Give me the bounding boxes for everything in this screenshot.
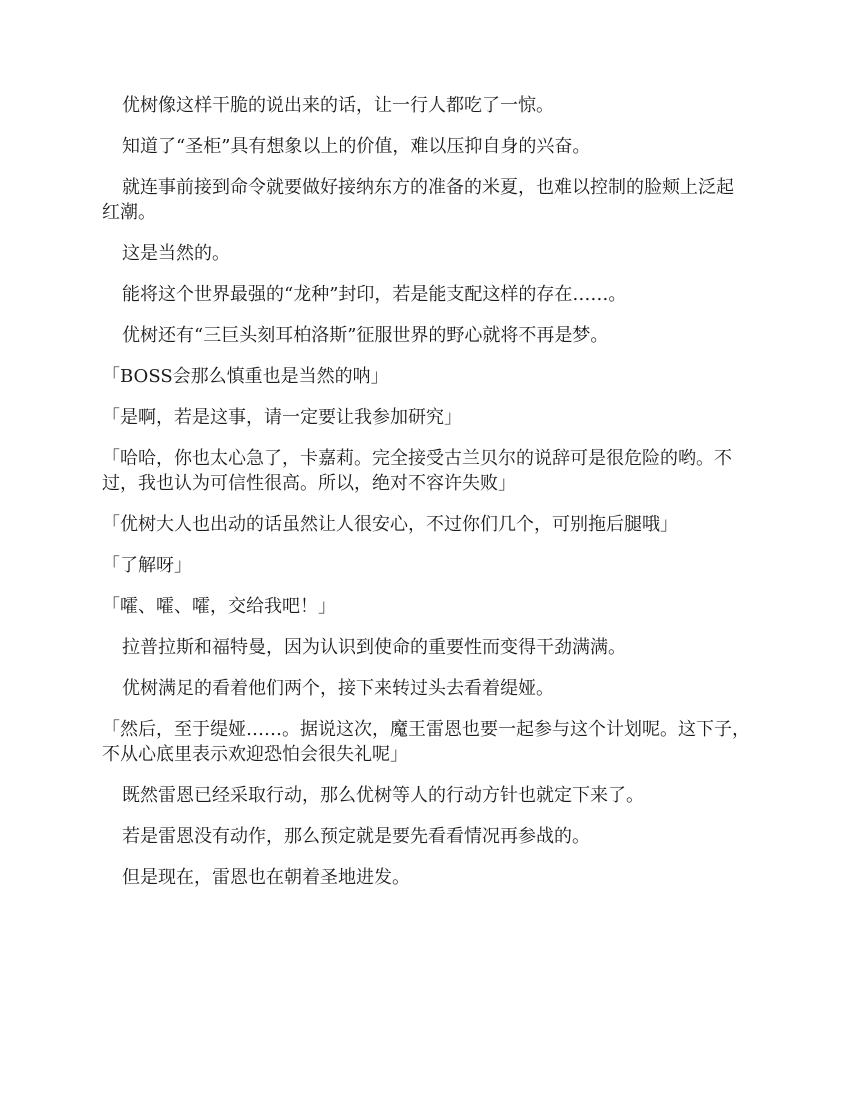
paragraph-11: 但是现在，雷恩也在朝着圣地进发。 <box>122 867 410 888</box>
paragraph-5: 能将这个世界最强的“龙种”封印，若是能支配这样的存在……。 <box>122 284 627 305</box>
document-page <box>102 93 750 906</box>
dialogue-5: 「了解呀」 <box>102 555 192 576</box>
paragraph-7: 拉普拉斯和福特曼，因为认识到使命的重要性而变得干劲满满。 <box>122 637 626 658</box>
dialogue-7: 「然后，至于缇娅……。据说这次，魔王雷恩也要一起参与这个计划呢。这下子，不从心底里表示欢迎恐怕会很失礼呢」 <box>102 719 750 765</box>
paragraph-1: 优树像这样干脆的说出来的话，让一行人都吃了一惊。 <box>122 95 554 116</box>
paragraph-2: 知道了“圣柜”具有想象以上的价值，难以压抑自身的兴奋。 <box>122 136 591 157</box>
paragraph-9: 既然雷恩已经采取行动，那么优树等人的行动方针也就定下来了。 <box>122 785 644 806</box>
paragraph-10: 若是雷恩没有动作，那么预定就是要先看看情况再参战的。 <box>122 826 590 847</box>
paragraph-4: 这是当然的。 <box>122 243 230 264</box>
dialogue-1: 「BOSS会那么慎重也是当然的呐」 <box>102 366 389 387</box>
paragraph-8: 优树满足的看着他们两个，接下来转过头去看着缇娅。 <box>122 678 554 699</box>
dialogue-2: 「是啊，若是这事，请一定要让我参加研究」 <box>102 407 462 428</box>
dialogue-6: 「嚯、嚯、嚯，交给我吧！」 <box>102 596 336 617</box>
paragraph-3: 就连事前接到命令就要做好接纳东方的准备的米夏，也难以控制的脸颊上泛起红潮。 <box>102 177 734 223</box>
dialogue-3: 「哈哈，你也太心急了，卡嘉莉。完全接受古兰贝尔的说辞可是很危险的哟。不过，我也认为可信性很高。所以，绝对不容许失败」 <box>102 448 732 494</box>
paragraph-6: 优树还有“三巨头刻耳柏洛斯”征服世界的野心就将不再是梦。 <box>122 325 609 346</box>
dialogue-4: 「优树大人也出动的话虽然让人很安心，不过你们几个，可别拖后腿哦」 <box>102 514 678 535</box>
